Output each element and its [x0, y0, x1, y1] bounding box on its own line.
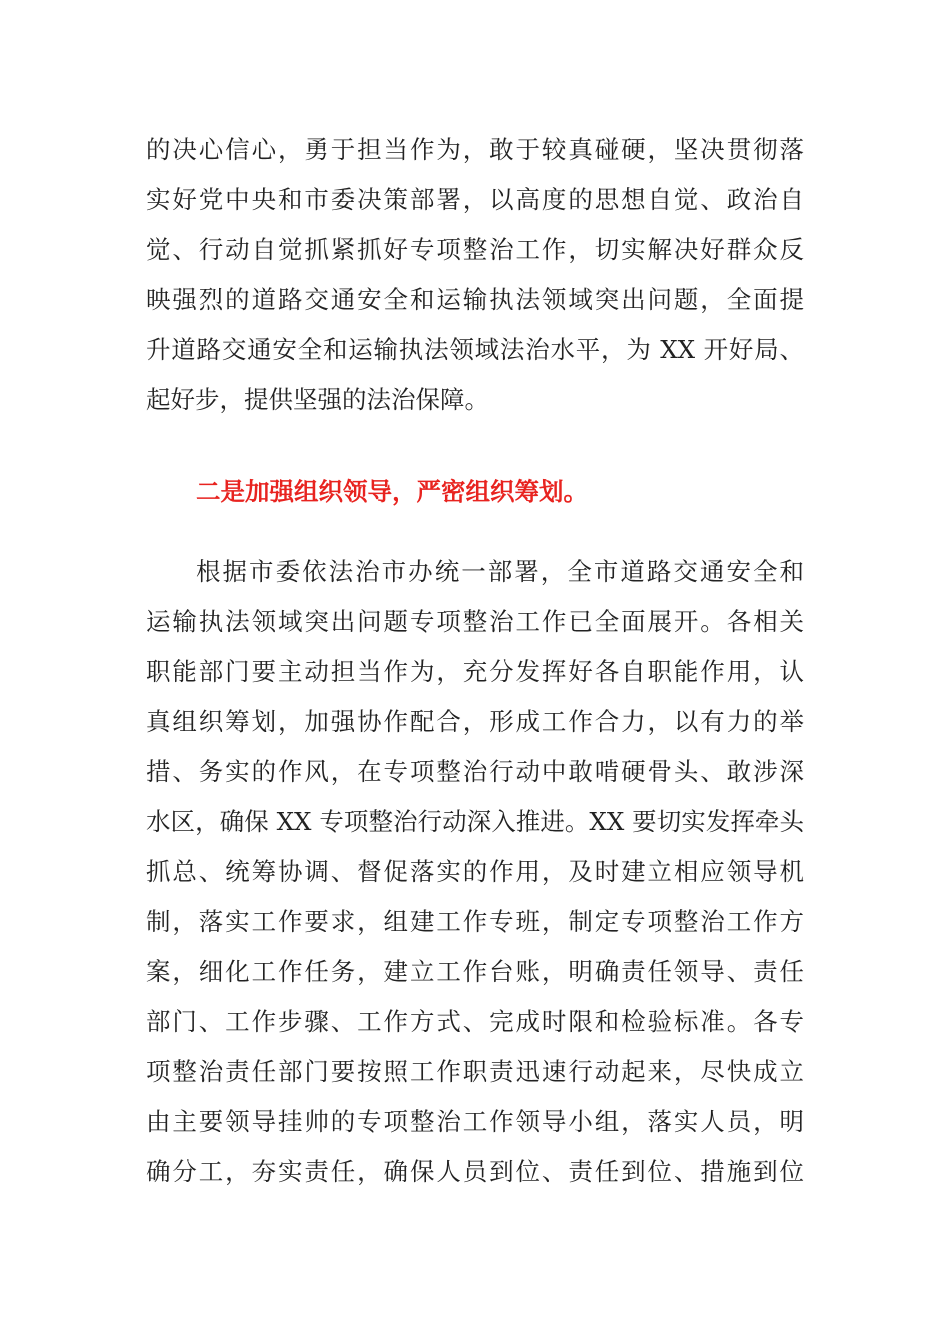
text-line: 职能部门要主动担当作为，充分发挥好各自职能作用，认: [146, 657, 804, 686]
text-line: 运输执法领域突出问题专项整治工作已全面展开。各相关: [146, 607, 804, 636]
text-line: 的决心信心，勇于担当作为，敢于较真碰硬，坚决贯彻落: [146, 135, 804, 164]
text-line: 水区，确保 XX 专项整治行动深入推进。XX 要切实发挥牵头: [146, 807, 804, 836]
text-line: 升道路交通安全和运输执法领域法治水平，为 XX 开好局、: [146, 335, 804, 364]
text-line: 制，落实工作要求，组建工作专班，制定专项整治工作方: [146, 907, 804, 936]
text-line: 映强烈的道路交通安全和运输执法领域突出问题，全面提: [146, 285, 804, 314]
text-line: 部门、工作步骤、工作方式、完成时限和检验标准。各专: [146, 1007, 804, 1036]
text-line: 抓总、统筹协调、督促落实的作用，及时建立相应领导机: [146, 857, 804, 886]
text-line: 根据市委依法治市办统一部署，全市道路交通安全和: [196, 557, 804, 586]
text-line: 实好党中央和市委决策部署，以高度的思想自觉、政治自: [146, 185, 804, 214]
text-line: 真组织筹划，加强协作配合，形成工作合力，以有力的举: [146, 707, 804, 736]
text-line: 确分工，夯实责任，确保人员到位、责任到位、措施到位: [146, 1157, 804, 1186]
text-line: 项整治责任部门要按照工作职责迅速行动起来，尽快成立: [146, 1057, 804, 1086]
text-line: 由主要领导挂帅的专项整治工作领导小组，落实人员，明: [146, 1107, 804, 1136]
section-heading: 二是加强组织领导，严密组织筹划。: [196, 477, 588, 506]
text-line: 措、务实的作风，在专项整治行动中敢啃硬骨头、敢涉深: [146, 757, 804, 786]
text-line: 案，细化工作任务，建立工作台账，明确责任领导、责任: [146, 957, 804, 986]
text-line: 起好步，提供坚强的法治保障。: [146, 385, 489, 414]
text-line: 觉、行动自觉抓紧抓好专项整治工作，切实解决好群众反: [146, 235, 804, 264]
